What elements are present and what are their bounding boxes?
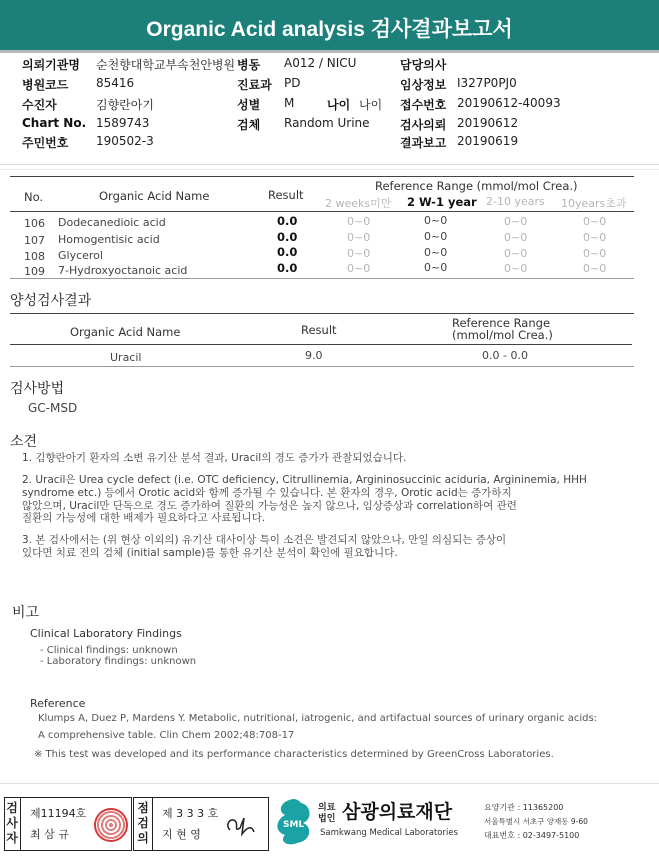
- reference-line: A comprehensive table. Clin Chem 2002;48:708-17: [38, 730, 295, 741]
- opinion-paragraph-3-line: 3. 본 검사에서는 (위 현상 이외의) 유기산 대사이상 특이 소견은 발견되지 않았으나, 만일 의심되는 증상이: [22, 534, 507, 546]
- info-value: 나이: [359, 98, 383, 112]
- opinion-paragraph-2-line: 않았으며, Uracil만 단독으로 경도 증가하여 질환의 가능성은 높지 않으나, 임상증상과 correlation하여 관련: [22, 500, 517, 512]
- remarks-title: 비고: [12, 605, 40, 621]
- info-value: M: [284, 96, 295, 110]
- row-ref: 0~0: [424, 230, 448, 243]
- info-value: PD: [284, 76, 301, 90]
- col-header-reference-unit: (mmol/mol Crea.): [452, 328, 553, 342]
- info-value: 85416: [96, 76, 135, 90]
- clinical-findings-line: - Clinical findings: unknown: [40, 645, 178, 656]
- row-name: 7-Hydroxyoctanoic acid: [58, 264, 188, 277]
- row-ref: 0~0: [583, 247, 607, 260]
- col-header-result: Result: [268, 188, 304, 202]
- examiner-license: 제11194호: [30, 807, 87, 820]
- box-divider: [20, 797, 21, 851]
- row-ref: 0~0: [504, 231, 528, 244]
- col-header-name: Organic Acid Name: [99, 189, 210, 203]
- opinion-title: 소견: [10, 434, 38, 450]
- row-no: 109: [24, 265, 45, 278]
- row-name: Dodecanedioic acid: [58, 216, 166, 229]
- ref-subheader: 2 weeks미만: [325, 197, 392, 210]
- col-header-reference: Reference Range: [452, 316, 551, 330]
- row-name: Glycerol: [58, 249, 103, 262]
- table-top-rule: [10, 176, 634, 177]
- row-name: Uracil: [110, 351, 142, 364]
- col-header-name: Organic Acid Name: [70, 325, 181, 339]
- reviewer-name: 지 현 영: [162, 828, 201, 841]
- institution-code: 요양기관 : 11365200: [484, 803, 564, 812]
- opinion-paragraph-2-line: 질환의 가능성에 대한 배제가 필요하다고 사료됩니다.: [22, 512, 266, 524]
- col-header-no: No.: [24, 190, 44, 204]
- org-prefix: 의료법인: [318, 803, 336, 824]
- info-label: 병동: [237, 58, 261, 72]
- reviewer-label: 점검의: [137, 801, 149, 845]
- info-label: 병원코드: [22, 78, 69, 92]
- row-ref: 0~0: [347, 262, 371, 275]
- info-value: 190502-3: [96, 134, 154, 148]
- info-label: 수진자: [22, 98, 57, 112]
- info-value: 20190612-40093: [457, 96, 561, 110]
- info-label: 성별: [237, 98, 261, 112]
- info-label: 검체: [237, 118, 261, 132]
- examiner-label: 검사자: [6, 801, 18, 845]
- row-ref: 0~0: [504, 215, 528, 228]
- row-ref: 0~0: [347, 231, 371, 244]
- col-header-result: Result: [301, 323, 337, 337]
- table-top-rule: [10, 313, 634, 314]
- info-label: Chart No.: [22, 116, 87, 130]
- info-label: 접수번호: [400, 98, 447, 112]
- info-value: I327P0PJ0: [457, 76, 517, 90]
- row-ref: 0.0 - 0.0: [482, 349, 528, 362]
- info-label: 의뢰기관명: [22, 58, 80, 72]
- info-label: 결과보고: [400, 136, 447, 150]
- row-no: 107: [24, 234, 45, 247]
- laboratory-findings-line: - Laboratory findings: unknown: [40, 656, 197, 667]
- row-name: Homogentisic acid: [58, 233, 160, 246]
- info-value: 20190612: [457, 116, 519, 130]
- sml-logo-text: SML: [283, 820, 305, 830]
- info-value: A012 / NICU: [284, 56, 357, 70]
- row-no: 106: [24, 217, 45, 230]
- row-result: 9.0: [305, 349, 323, 362]
- info-label: 담당의사: [400, 58, 447, 72]
- org-name: 삼광의료재단: [342, 801, 453, 823]
- reference-title: Reference: [30, 697, 86, 710]
- info-label: 나이: [327, 98, 351, 112]
- row-no: 108: [24, 250, 45, 263]
- org-english-name: Samkwang Medical Laboratories: [320, 828, 459, 838]
- header-rule: [0, 50, 659, 53]
- info-label: 진료과: [237, 78, 272, 92]
- box-divider: [152, 797, 153, 851]
- phone-number: 대표번호 : 02-3497-5100: [484, 831, 580, 840]
- row-ref: 0~0: [424, 214, 448, 227]
- disclaimer-note: ※ This test was developed and its performance characteristics determined by GreenCross Laboratories.: [34, 749, 554, 760]
- reference-line: Klumps A, Duez P, Mardens Y. Metabolic, nutritional, iatrogenic, and artifactual sources of urinary organic acids:: [38, 713, 598, 724]
- examiner-name: 최 삼 규: [30, 828, 69, 841]
- section-divider: [0, 169, 659, 170]
- info-value: Random Urine: [284, 116, 370, 130]
- ref-subheader: 2-10 years: [486, 195, 545, 208]
- info-label: 검사의뢰: [400, 118, 447, 132]
- row-ref: 0~0: [347, 247, 371, 260]
- row-ref: 0~0: [504, 262, 528, 275]
- row-ref: 0~0: [504, 247, 528, 260]
- sml-logo-icon: [271, 797, 315, 849]
- info-value: 20190619: [457, 134, 519, 148]
- table-header-rule: [10, 211, 634, 212]
- row-result: 0.0: [277, 214, 298, 228]
- opinion-paragraph-2-line: 2. Uracil은 Urea cycle defect (i.e. OTC deficiency, Citrullinemia, Argininosuccinic aciduria, Argininemia, HHH: [22, 474, 587, 486]
- opinion-paragraph-1: 1. 김향란아기 환자의 소변 유기산 분석 결과, Uracil의 경도 증가가 관찰되었습니다.: [22, 452, 407, 464]
- info-value: 김향란아기: [96, 98, 154, 112]
- row-result: 0.0: [277, 245, 298, 259]
- row-ref: 0~0: [583, 231, 607, 244]
- method-title: 검사방법: [10, 381, 65, 397]
- report-title: Organic Acid analysis 검사결과보고서: [146, 18, 513, 41]
- clinical-findings-title: Clinical Laboratory Findings: [30, 627, 182, 640]
- ref-subheader: 2 W-1 year: [407, 195, 477, 209]
- row-ref: 0~0: [347, 215, 371, 228]
- positive-results-title: 양성검사결과: [10, 293, 92, 309]
- method-value: GC-MSD: [28, 401, 78, 415]
- address: 서울특별시 서초구 양재동 9-60: [484, 817, 588, 826]
- row-ref: 0~0: [583, 215, 607, 228]
- reviewer-license: 제 3 3 3 호: [162, 807, 219, 820]
- examiner-seal: [94, 808, 128, 842]
- row-result: 0.0: [277, 261, 298, 275]
- info-label: 주민번호: [22, 136, 69, 150]
- footer-divider: [0, 783, 659, 784]
- section-divider: [0, 164, 659, 165]
- col-header-reference: Reference Range (mmol/mol Crea.): [375, 179, 578, 193]
- ref-subheader: 10years초과: [561, 197, 627, 210]
- row-ref: 0~0: [424, 261, 448, 274]
- table-bottom-rule: [10, 366, 634, 367]
- row-result: 0.0: [277, 230, 298, 244]
- table-bottom-rule: [10, 278, 634, 279]
- info-label: 임상정보: [400, 78, 447, 92]
- info-value: 순천향대학교부속천안병원: [96, 58, 236, 72]
- reviewer-signature: [222, 812, 258, 838]
- info-value: 1589743: [96, 116, 150, 130]
- row-ref: 0~0: [424, 246, 448, 259]
- opinion-paragraph-2-line: syndrome etc.) 등에서 Orotic acid와 함께 증가될 수 있습니다. 본 환자의 경우, Orotic acid는 증가하지: [22, 487, 512, 499]
- row-ref: 0~0: [583, 262, 607, 275]
- opinion-paragraph-3-line: 있다면 치료 전의 검체 (initial sample)를 통한 유기산 분석이 확인에 필요합니다.: [22, 547, 398, 559]
- table-header-rule: [10, 344, 632, 345]
